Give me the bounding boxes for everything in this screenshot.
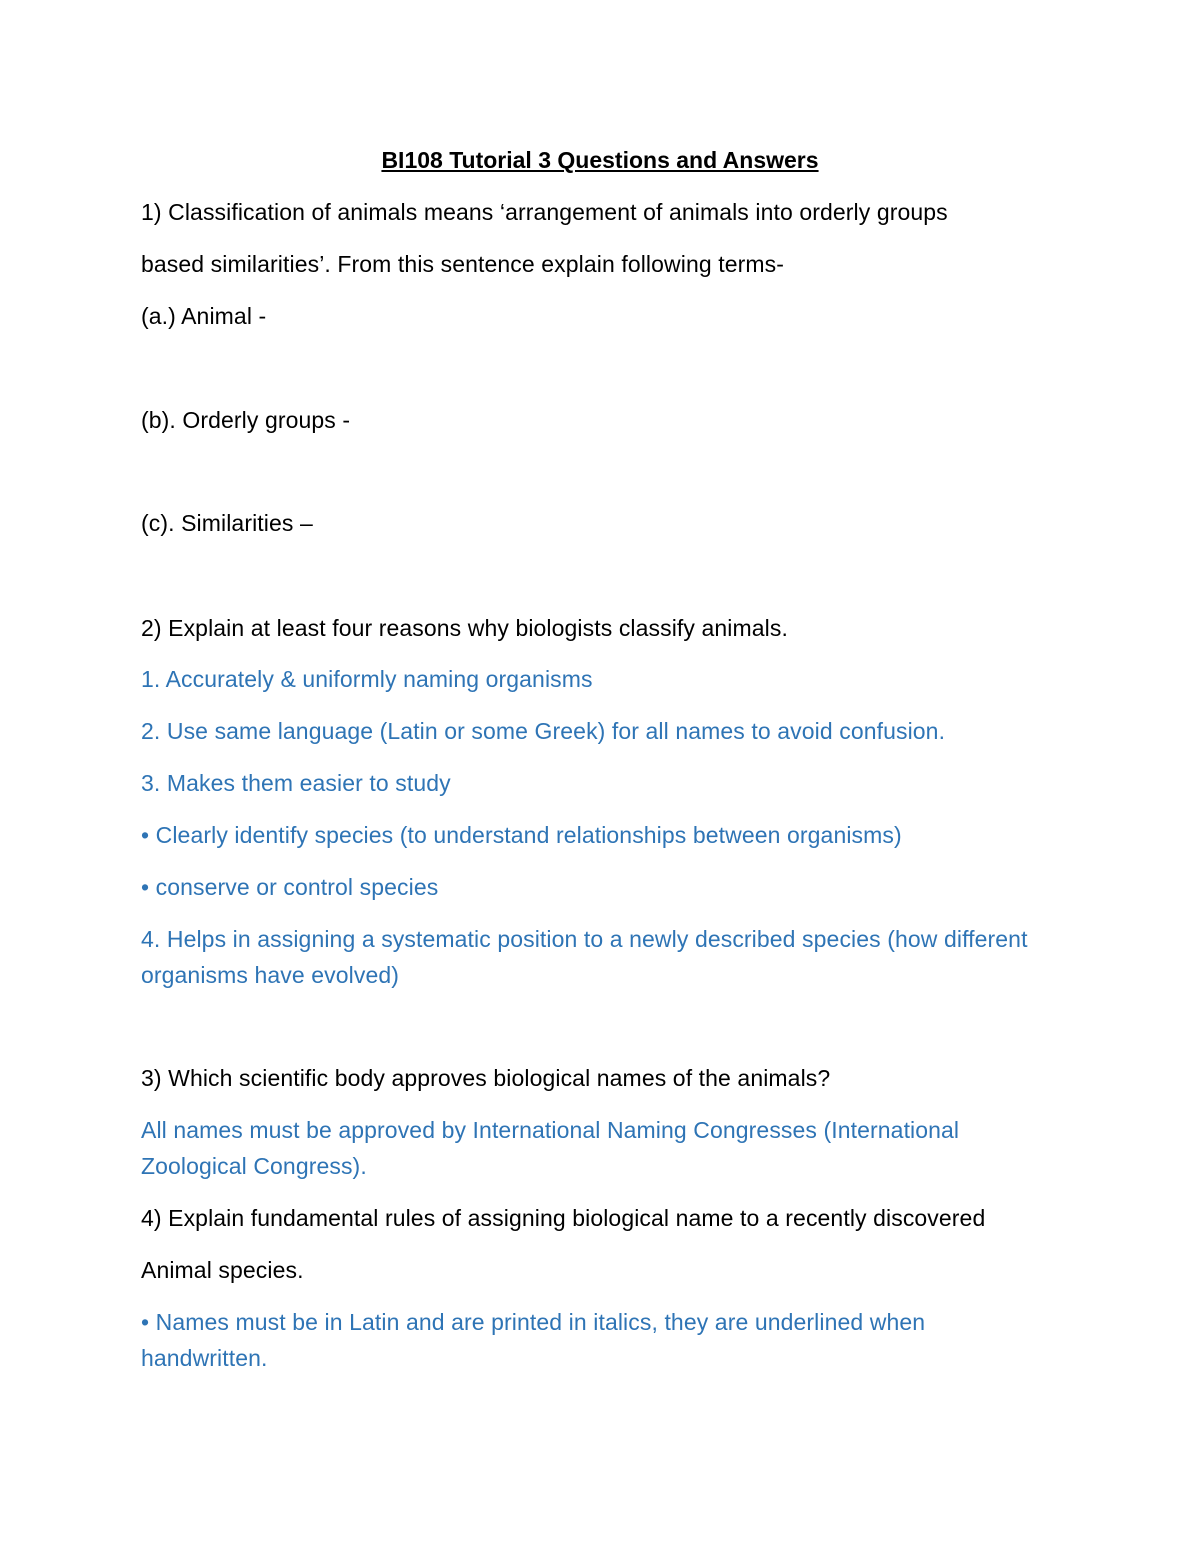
document-title: BI108 Tutorial 3 Questions and Answers [381, 147, 819, 173]
question-3-answer: All names must be approved by International Naming Congresses (International Zoological Congress). [141, 1117, 960, 1179]
question-1-line-1: 1) Classification of animals means ‘arrangement of animals into orderly groups [141, 199, 948, 225]
question-2-bullet-2: • conserve or control species [141, 874, 439, 900]
question-2-answer-4: 4. Helps in assigning a systematic position to a newly described species (how different organisms have evolved) [141, 926, 1028, 988]
question-1-line-2: based similarities’. From this sentence explain following terms- [141, 251, 784, 277]
question-4-line-2: Animal species. [141, 1257, 304, 1283]
question-1-term-b: (b). Orderly groups - [141, 407, 351, 433]
question-2: 2) Explain at least four reasons why biologists classify animals. [141, 615, 788, 641]
question-2-answer-1: 1. Accurately & uniformly naming organisms [141, 666, 593, 692]
question-2-answer-2: 2. Use same language (Latin or some Greek) for all names to avoid confusion. [141, 718, 946, 744]
question-1-term-c: (c). Similarities – [141, 510, 313, 536]
question-1-term-a: (a.) Animal - [141, 303, 267, 329]
question-2-bullet-1: • Clearly identify species (to understand relationships between organisms) [141, 822, 902, 848]
question-3: 3) Which scientific body approves biological names of the animals? [141, 1065, 831, 1091]
question-4-answer: • Names must be in Latin and are printed in italics, they are underlined when handwritten. [141, 1309, 926, 1371]
question-4-line-1: 4) Explain fundamental rules of assigning biological name to a recently discovered [141, 1205, 986, 1231]
question-2-answer-3: 3. Makes them easier to study [141, 770, 451, 796]
